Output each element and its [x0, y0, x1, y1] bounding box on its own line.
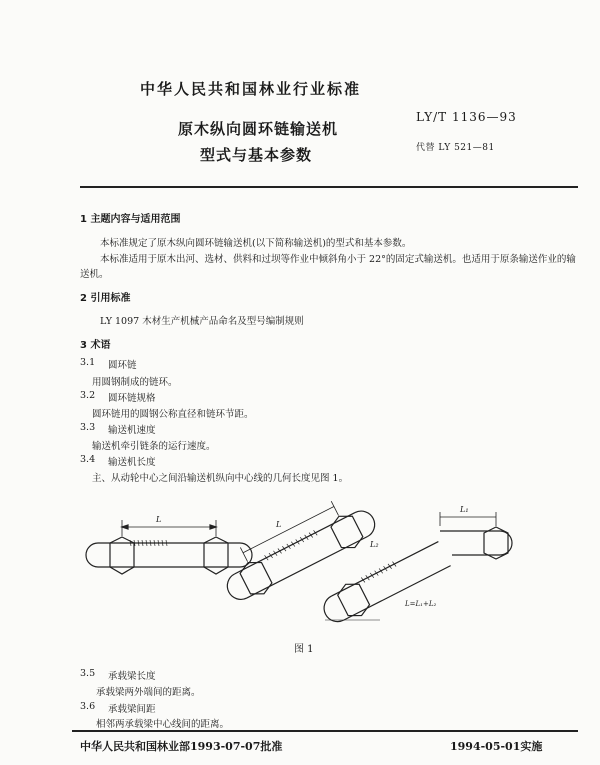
- term-3-5-name: 承载梁长度: [108, 671, 156, 682]
- effective-date: 1994-05-01实施: [450, 740, 543, 753]
- term-3-1-name: 圆环链: [108, 360, 137, 371]
- section-1-paragraph-1: 本标准规定了原木纵向圆环链输送机(以下简称输送机)的型式和基本参数。: [100, 238, 412, 249]
- figure-formula: L=L₁+L₂: [405, 600, 437, 608]
- term-3-2-name: 圆环链规格: [108, 393, 156, 404]
- term-3-2-definition: 圆环链用的圆钢公称直径和链环节距。: [92, 409, 254, 420]
- term-3-3-name: 输送机速度: [108, 425, 156, 436]
- document-title-line1: 原木纵向圆环链输送机: [178, 120, 339, 138]
- term-3-5-definition: 承载梁两外端间的距离。: [96, 687, 201, 698]
- section-3-title: 3 术语: [80, 340, 111, 351]
- term-3-6-name: 承载梁间距: [108, 704, 156, 715]
- term-3-1-number: 3.1: [80, 357, 96, 368]
- figure-caption: 图 1: [294, 644, 314, 655]
- term-3-1-definition: 用圆钢制成的链环。: [92, 377, 178, 388]
- term-3-6-number: 3.6: [80, 701, 96, 712]
- footer-rule: [72, 730, 578, 732]
- section-2-title: 2 引用标准: [80, 293, 131, 304]
- figure-label-L2: L₂: [370, 540, 379, 549]
- term-3-5-number: 3.5: [80, 668, 96, 679]
- term-3-6-definition: 相邻两承载梁中心线间的距离。: [96, 719, 230, 730]
- figure-label-L-middle: L: [276, 520, 282, 529]
- section-1-paragraph-2: 本标准适用于原木出河、选材、供料和过坝等作业中倾斜角小于 22°的固定式输送机。也适用于原条输送作业的输送机。: [80, 254, 576, 280]
- standard-title: 中华人民共和国林业行业标准: [140, 80, 362, 98]
- standard-code: LY/T 1136—93: [416, 110, 517, 124]
- figure-label-L1: L₁: [460, 505, 469, 514]
- figure-label-L-left: L: [156, 515, 162, 524]
- term-3-3-number: 3.3: [80, 422, 96, 433]
- issued-date: 中华人民共和国林业部1993-07-07批准: [80, 740, 283, 753]
- section-1-title: 1 主题内容与适用范围: [80, 214, 181, 225]
- term-3-4-definition: 主、从动轮中心之间沿输送机纵向中心线的几何长度见图 1。: [92, 473, 349, 484]
- term-3-4-name: 输送机长度: [108, 457, 156, 468]
- term-3-3-definition: 输送机牵引链条的运行速度。: [92, 441, 216, 452]
- document-title-line2: 型式与基本参数: [200, 146, 313, 164]
- section-2-reference: LY 1097 木材生产机械产品命名及型号编制规则: [100, 316, 304, 327]
- term-3-2-number: 3.2: [80, 390, 96, 401]
- replaces-note: 代替 LY 521—81: [416, 143, 495, 153]
- term-3-4-number: 3.4: [80, 454, 96, 465]
